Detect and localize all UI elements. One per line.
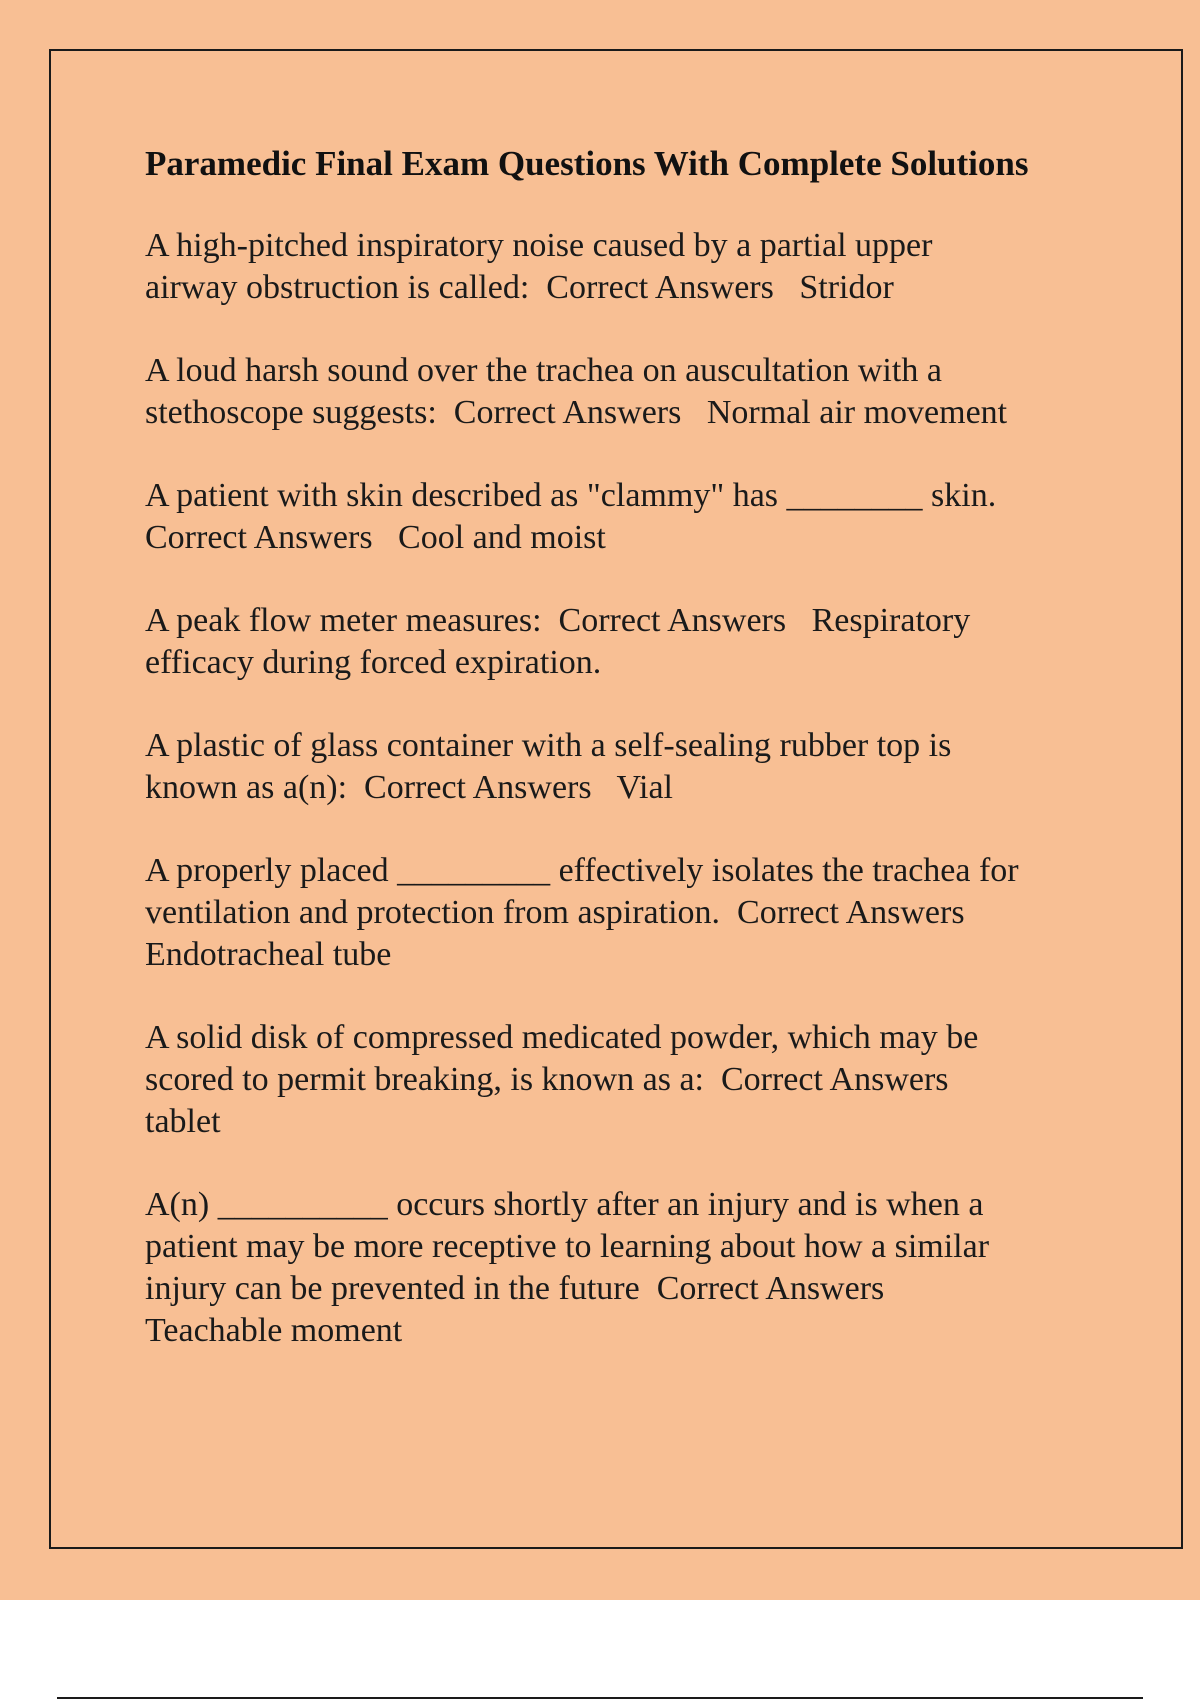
text-line: A(n) __________ occurs shortly after an injury and is when a [145, 1186, 984, 1223]
text-line: A properly placed _________ effectively isolates the trachea for [145, 852, 1019, 889]
question-block-8 [145, 1184, 1095, 1352]
text-line: A solid disk of compressed medicated powder, which may be [145, 1019, 979, 1056]
text-line: stethoscope suggests: Correct Answers Normal air movement [145, 394, 1008, 431]
footer-divider [57, 1697, 1143, 1699]
text-line: injury can be prevented in the future Correct Answers [145, 1270, 885, 1307]
question-block-6 [145, 850, 1095, 976]
text-line: A high-pitched inspiratory noise caused by a partial upper [145, 227, 933, 264]
text-line: Endotracheal tube [145, 936, 392, 973]
question-block-2 [145, 350, 1095, 434]
question-block-7 [145, 1017, 1095, 1143]
text-line: A loud harsh sound over the trachea on auscultation with a [145, 352, 942, 389]
text-line: known as a(n): Correct Answers Vial [145, 769, 673, 806]
text-line: patient may be more receptive to learning about how a similar [145, 1228, 990, 1265]
text-line: scored to permit breaking, is known as a: Correct Answers [145, 1061, 949, 1098]
text-line: airway obstruction is called: Correct Answers Stridor [145, 269, 894, 306]
text-line: tablet [145, 1103, 221, 1140]
text-line: A plastic of glass container with a self-sealing rubber top is [145, 727, 952, 764]
question-block-1 [145, 225, 1095, 309]
question-block-3 [145, 475, 1095, 559]
text-line: efficacy during forced expiration. [145, 644, 602, 681]
text-line: Correct Answers Cool and moist [145, 519, 606, 556]
text-line: Teachable moment [145, 1312, 403, 1349]
question-block-4 [145, 600, 1095, 684]
text-line: A peak flow meter measures: Correct Answers Respiratory [145, 602, 971, 639]
document-body [145, 142, 1095, 1393]
question-block-5 [145, 725, 1095, 809]
text-line: A patient with skin described as "clammy" has ________ skin. [145, 477, 997, 514]
text-line: ventilation and protection from aspiration. Correct Answers [145, 894, 965, 931]
document-title: Paramedic Final Exam Questions With Complete Solutions [145, 144, 1029, 183]
